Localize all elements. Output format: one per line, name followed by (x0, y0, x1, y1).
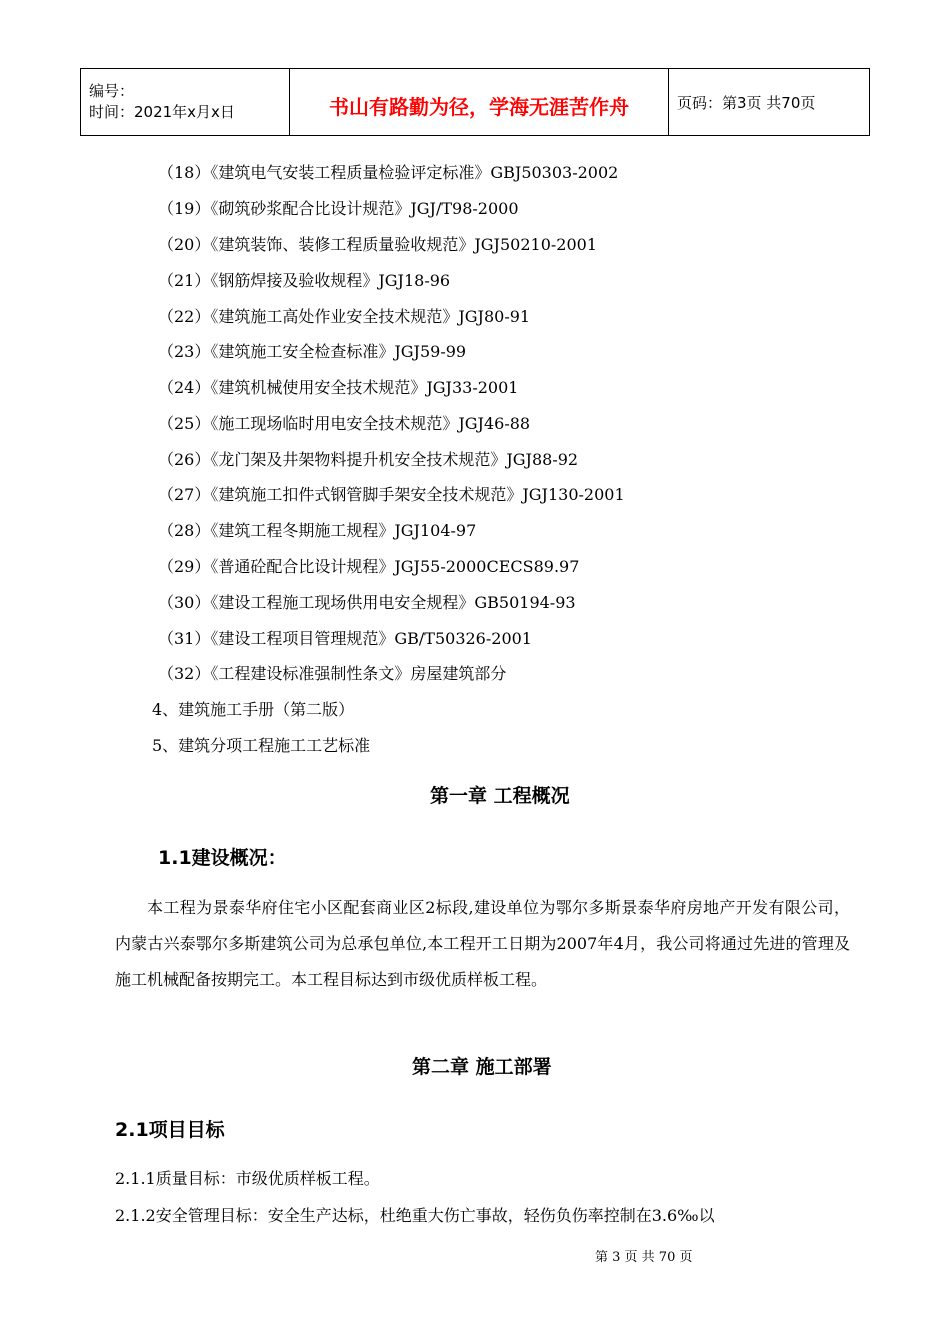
quality-target: 2.1.1质量目标：市级优质样板工程。 (115, 1169, 380, 1188)
reference-item: （23）《建筑施工安全检查标准》JGJ59-99 (158, 342, 467, 361)
safety-target: 2.1.2安全管理目标：安全生产达标，杜绝重大伤亡事故，轻伤负伤率控制在3.6‰以 (115, 1206, 715, 1225)
reference-item: （18）《建筑电气安装工程质量检验评定标准》GBJ50303-2002 (158, 163, 619, 182)
section-title: 2.1项目目标 (115, 1119, 225, 1141)
chapter-title: 第一章 工程概况 (430, 785, 570, 807)
reference-item: （30）《建设工程施工现场供用电安全规程》GB50194-93 (158, 593, 576, 612)
reference-item: （29）《普通砼配合比设计规程》JGJ55-2000CECS89.97 (158, 557, 580, 576)
reference-item: （27）《建筑施工扣件式钢管脚手架安全技术规范》JGJ130-2001 (158, 485, 625, 504)
header-meta-cell (81, 69, 290, 136)
reference-item: （28）《建筑工程冬期施工规程》JGJ104-97 (158, 521, 477, 540)
reference-item: （20）《建筑装饰、装修工程质量验收规范》JGJ50210-2001 (158, 235, 597, 254)
document-number-label: 编号： (89, 82, 135, 100)
list-item: 5、建筑分项工程施工工艺标准 (152, 736, 371, 755)
reference-item: （32）《工程建设标准强制性条文》房屋建筑部分 (158, 664, 507, 683)
reference-item: （19）《砌筑砂浆配合比设计规范》JGJ/T98-2000 (158, 199, 519, 218)
reference-item: （25）《施工现场临时用电安全技术规范》JGJ46-88 (158, 414, 531, 433)
chapter-title: 第二章 施工部署 (412, 1056, 552, 1078)
header-motto: 书山有路勤为径，学海无涯苦作舟 (290, 69, 669, 136)
reference-item: （22）《建筑施工高处作业安全技术规范》JGJ80-91 (158, 307, 531, 326)
list-item: 4、建筑施工手册（第二版） (152, 700, 355, 719)
section-title: 1.1建设概况： (158, 847, 287, 869)
overview-paragraph: 本工程为景泰华府住宅小区配套商业区2标段,建设单位为鄂尔多斯景泰华府房地产开发有限公司，内蒙古兴泰鄂尔多斯建筑公司为总承包单位,本工程开工日期为2007年4月，我公司将通过先进的管理及施工机械配备按期完工。本工程目标达到市级优质样板工程。 (115, 898, 850, 989)
reference-item: （21）《钢筋焊接及验收规程》JGJ18-96 (158, 271, 451, 290)
document-date-label: 时间：2021年x月x日 (89, 103, 235, 121)
reference-item: （26）《龙门架及井架物料提升机安全技术规范》JGJ88-92 (158, 450, 579, 469)
header-table (80, 68, 870, 136)
reference-item: （24）《建筑机械使用安全技术规范》JGJ33-2001 (158, 378, 519, 397)
page-footer: 第 3 页 共 70 页 (595, 1250, 693, 1265)
header-page-info: 页码：第3页 共70页 (669, 69, 870, 136)
reference-item: （31）《建设工程项目管理规范》GB/T50326-2001 (158, 629, 532, 648)
